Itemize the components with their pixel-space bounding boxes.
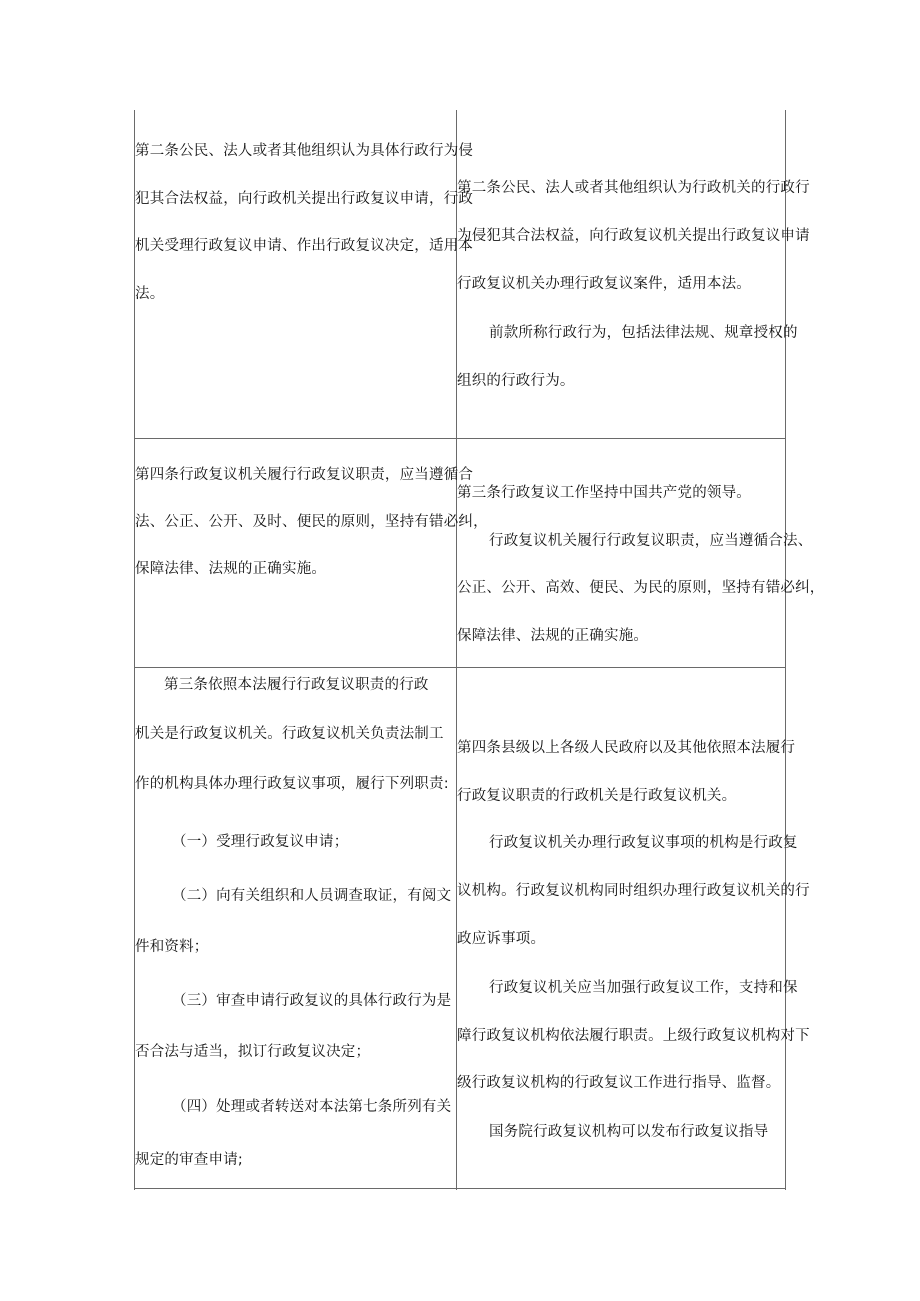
cell-text-line: 件和资料； bbox=[135, 939, 209, 955]
cell-text-line: 第三条行政复议工作坚持中国共产党的领导。 bbox=[457, 485, 751, 501]
cell-text-line: 级行政复议机构的行政复议工作进行指导、监督。 bbox=[457, 1075, 781, 1091]
cell-text-line: （四）处理或者转送对本法第七条所列有关 bbox=[172, 1099, 452, 1115]
cell-text-line: 行政复议职责的行政机关是行政复议机关。 bbox=[457, 788, 737, 804]
row-divider-2 bbox=[134, 667, 786, 668]
cell-text-line: 国务院行政复议机构可以发布行政复议指导 bbox=[489, 1124, 769, 1140]
cell-text-line: 法。 bbox=[135, 286, 165, 302]
cell-text-line: 障行政复议机构依法履行职责。上级行政复议机构对下 bbox=[457, 1028, 810, 1044]
cell-text-line: 第二条公民、法人或者其他组织认为行政机关的行政行 bbox=[457, 180, 810, 196]
cell-text-line: 机关是行政复议机关。行政复议机关负责法制工 bbox=[135, 726, 444, 742]
cell-text-line: （三）审查申请行政复议的具体行政行为是 bbox=[172, 993, 452, 1009]
cell-text-line: 规定的审查申请; bbox=[135, 1152, 243, 1168]
cell-text-line: 议机构。行政复议机构同时组织办理行政复议机关的行 bbox=[457, 883, 810, 899]
cell-text-line: 组织的行政行为。 bbox=[457, 373, 575, 389]
table-border-bottom bbox=[134, 1188, 786, 1189]
cell-text-line: 保障法律、法规的正确实施。 bbox=[457, 628, 649, 644]
table-border-left bbox=[134, 110, 135, 1190]
cell-text-line: 为侵犯其合法权益，向行政复议机关提出行政复议申请 bbox=[457, 228, 810, 244]
cell-text-line: 政应诉事项。 bbox=[457, 931, 546, 947]
cell-text-line: 第三条依照本法履行行政复议职责的行政 bbox=[164, 677, 429, 693]
cell-text-line: 法、公正、公开、及时、便民的原则，坚持有错必纠， bbox=[135, 514, 488, 530]
cell-text-line: 前款所称行政行为，包括法律法规、规章授权的 bbox=[489, 325, 798, 341]
cell-text-line: 第二条公民、法人或者其他组织认为具体行政行为侵 bbox=[135, 143, 474, 159]
cell-text-line: 机关受理行政复议申请、作出行政复议决定，适用本 bbox=[135, 238, 474, 254]
row-divider-1 bbox=[134, 438, 786, 439]
cell-text-line: 第四条县级以上各级人民政府以及其他依照本法履行 bbox=[457, 740, 796, 756]
cell-text-line: （一）受理行政复议申请； bbox=[172, 834, 349, 850]
cell-text-line: 行政复议机关办理行政复议案件，适用本法。 bbox=[457, 276, 751, 292]
cell-text-line: 作的机构具体办理行政复议事项，履行下列职责: bbox=[135, 776, 449, 792]
cell-text-line: 第四条行政复议机关履行行政复议职责，应当遵循合 bbox=[135, 467, 474, 483]
cell-text-line: 行政复议机关应当加强行政复议工作，支持和保 bbox=[489, 980, 798, 996]
cell-text-line: 保障法律、法规的正确实施。 bbox=[135, 561, 327, 577]
cell-text-line: 公正、公开、高效、便民、为民的原则，坚持有错必纠， bbox=[457, 580, 825, 596]
cell-text-line: 犯其合法权益，向行政机关提出行政复议申请，行政 bbox=[135, 191, 474, 207]
cell-text-line: 行政复议机关办理行政复议事项的机构是行政复 bbox=[489, 835, 798, 851]
cell-text-line: 否合法与适当，拟订行政复议决定； bbox=[135, 1044, 371, 1060]
cell-text-line: 行政复议机关履行行政复议职责，应当遵循合法、 bbox=[489, 533, 813, 549]
cell-text-line: （二）向有关组织和人员调查取证，有阅文 bbox=[172, 888, 452, 904]
